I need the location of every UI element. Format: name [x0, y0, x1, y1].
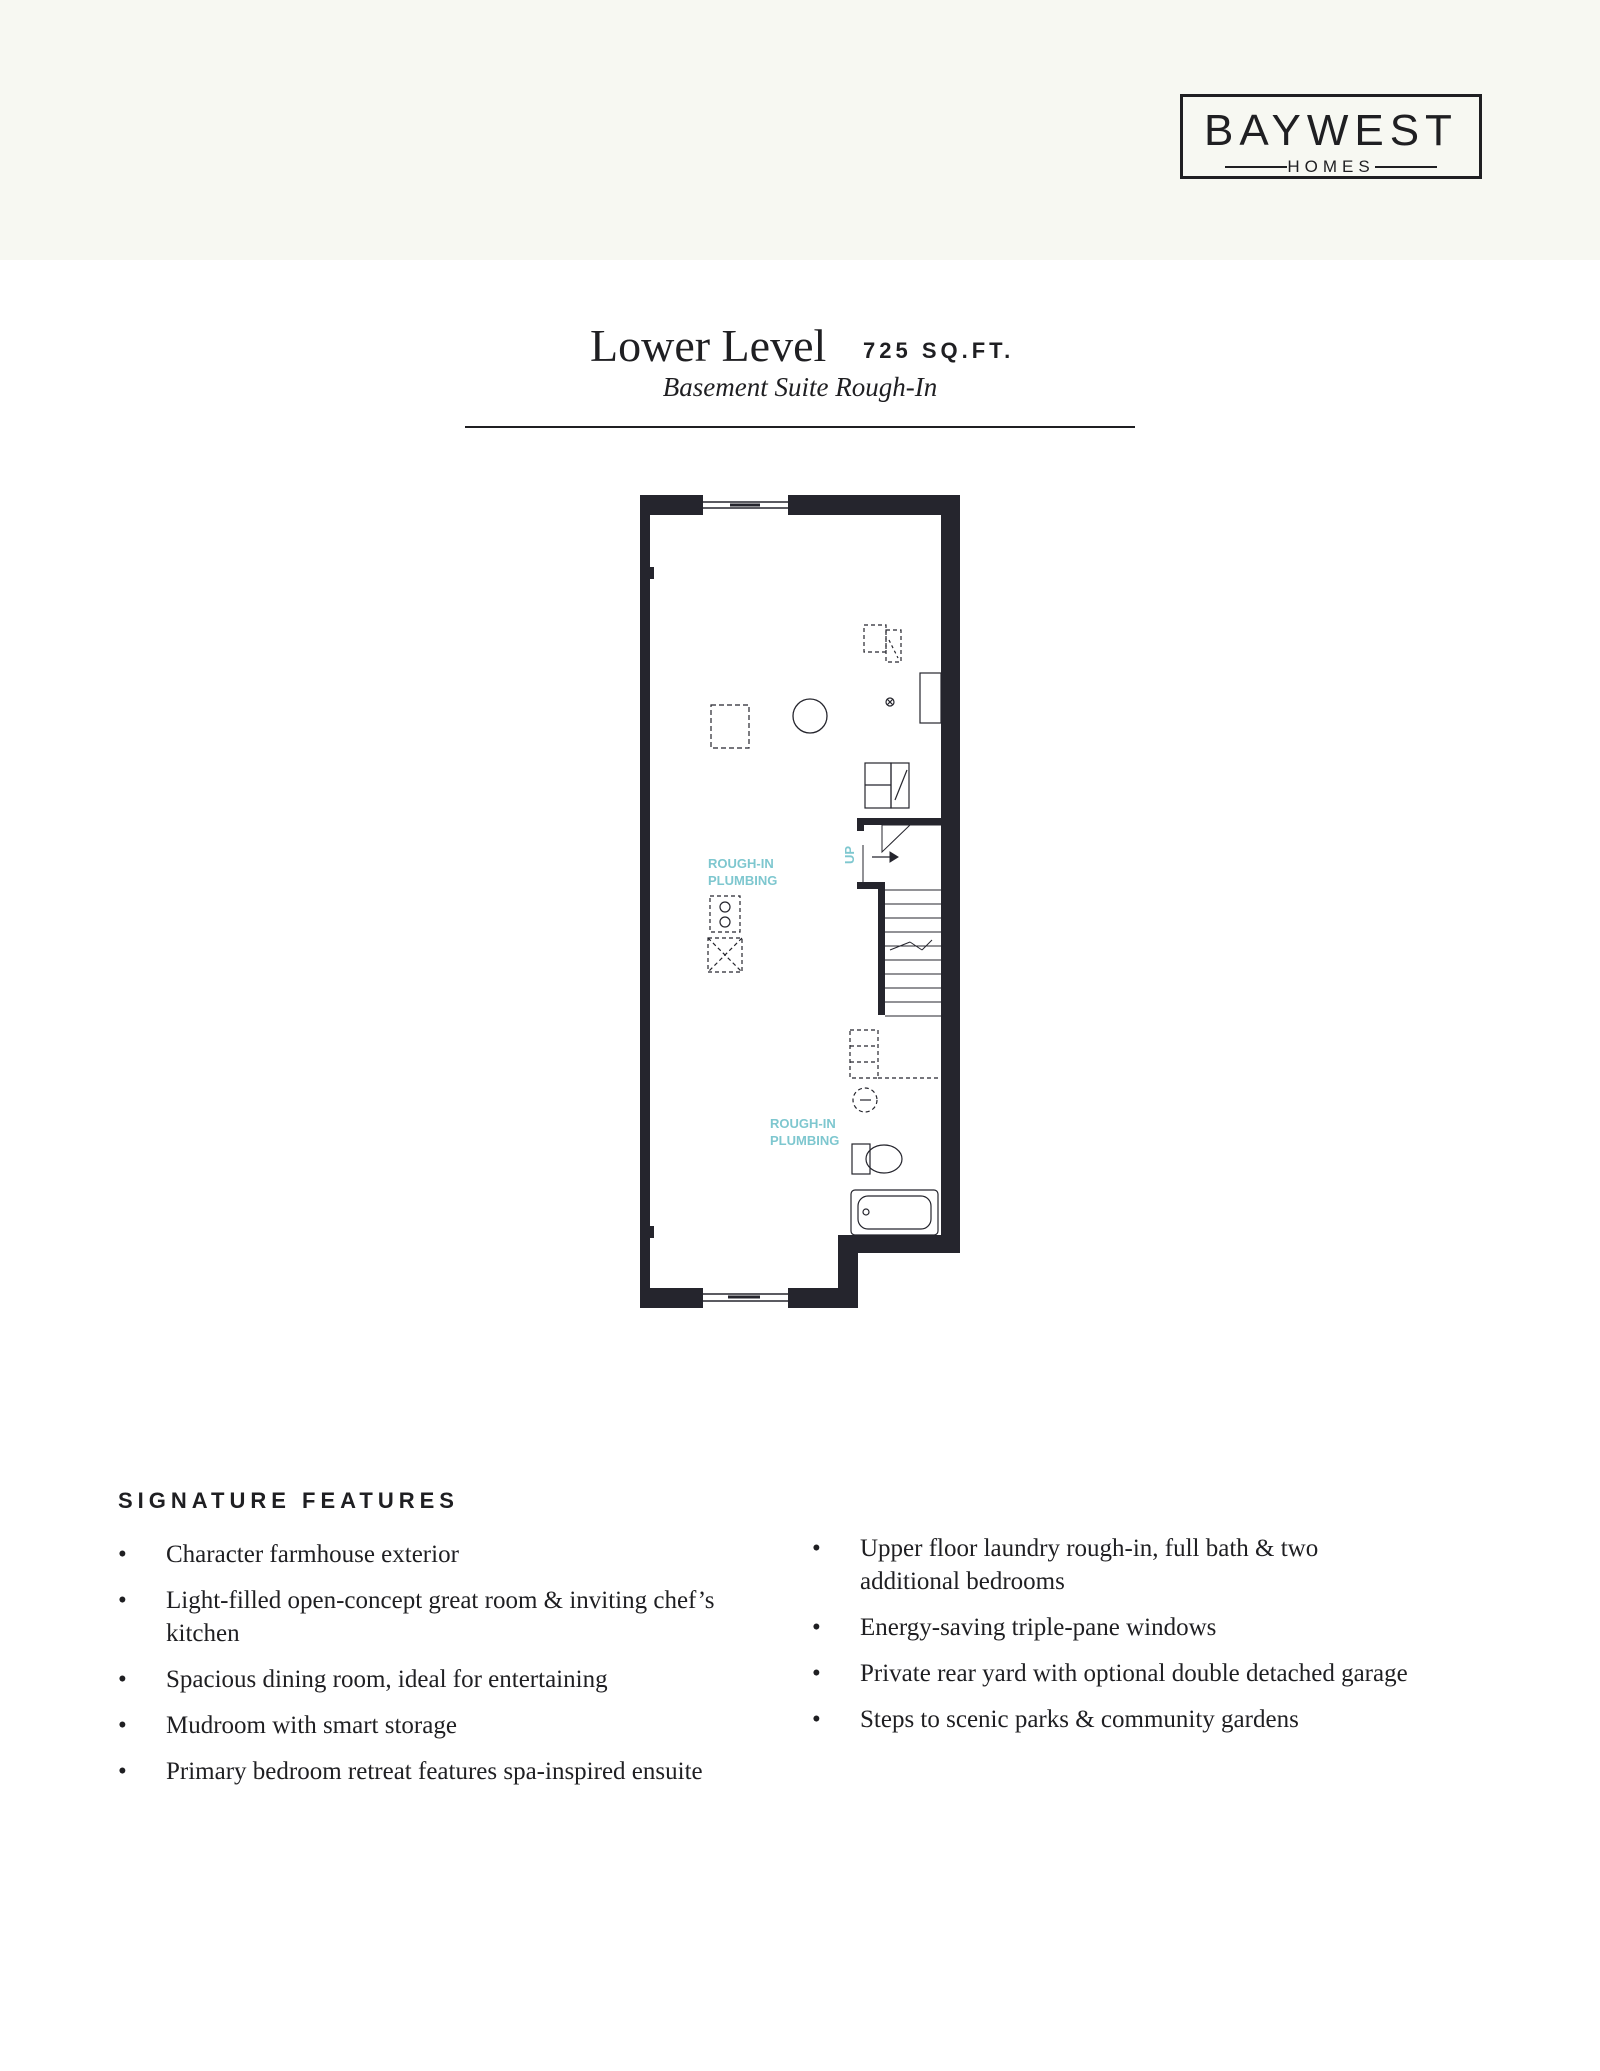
feature-item	[118, 1538, 798, 1571]
logo-tagline: HOMES	[1287, 157, 1375, 176]
feature-text: Energy-saving triple-pane windows	[860, 1614, 1217, 1641]
feature-text: Spacious dining room, ideal for entertaining	[166, 1666, 608, 1693]
plan-subtitle: Basement Suite Rough-In	[662, 372, 938, 402]
features-list-left	[118, 1538, 798, 1801]
rough-in-label-2b: PLUMBING	[770, 1133, 840, 1148]
bullet-icon: •	[118, 1541, 127, 1568]
bath-fixtures	[850, 1030, 941, 1235]
stair-up-label: UP	[842, 845, 857, 864]
bullet-icon: •	[812, 1535, 821, 1562]
feature-text: Mudroom with smart storage	[166, 1712, 457, 1739]
area-label: 725 SQ.FT.	[863, 338, 1015, 363]
stair-walls	[857, 818, 941, 1015]
bullet-icon: •	[118, 1666, 127, 1693]
baywest-logo	[1180, 94, 1482, 179]
rough-in-label-2a: ROUGH-IN	[770, 1116, 836, 1131]
feature-item	[118, 1709, 798, 1742]
logo-rule-right	[1375, 166, 1437, 168]
logo-wordmark: BAYWEST	[1204, 106, 1458, 155]
floor-plan	[620, 480, 980, 1320]
dashed-post	[711, 705, 749, 748]
feature-text: Upper floor laundry rough-in, full bath & two additional bedrooms	[860, 1535, 1319, 1595]
title-divider	[465, 426, 1135, 428]
bullet-icon: •	[118, 1758, 127, 1785]
feature-item	[118, 1584, 798, 1650]
wall-jog-left-top	[650, 567, 654, 579]
features-list-right	[812, 1532, 1512, 1749]
feature-text: Steps to scenic parks & community gardens	[860, 1706, 1299, 1733]
exterior-walls	[640, 495, 960, 1308]
feature-item	[812, 1532, 1512, 1598]
feature-text: Primary bedroom retreat features spa-inspired ensuite	[166, 1758, 703, 1785]
bullet-icon: •	[118, 1587, 127, 1614]
fixture-group-upper	[864, 625, 941, 808]
features-heading: SIGNATURE FEATURES	[118, 1488, 459, 1513]
column-round	[793, 699, 827, 733]
feature-item	[118, 1663, 798, 1696]
logo-sub-row	[1183, 159, 1479, 175]
rough-in-fixture-left	[708, 896, 742, 972]
window-top	[703, 495, 788, 515]
feature-item	[118, 1755, 798, 1788]
window-bottom	[703, 1288, 788, 1308]
bullet-icon: •	[812, 1614, 821, 1641]
feature-text: Character farmhouse exterior	[166, 1541, 459, 1568]
feature-item	[812, 1611, 1512, 1644]
feature-text: Private rear yard with optional double detached garage	[860, 1660, 1408, 1687]
rough-in-label-1b: PLUMBING	[708, 873, 778, 888]
bullet-icon: •	[118, 1712, 127, 1739]
feature-item	[812, 1703, 1512, 1736]
level-title: Lower Level	[590, 320, 827, 371]
stair-treads	[863, 825, 941, 1016]
wall-jog-left-bottom	[650, 1226, 654, 1238]
bullet-icon: •	[812, 1706, 821, 1733]
feature-text: Light-filled open-concept great room & inviting chef’s kitchen	[166, 1587, 715, 1647]
feature-item	[812, 1657, 1512, 1690]
rough-in-label-1a: ROUGH-IN	[708, 856, 774, 871]
bullet-icon: •	[812, 1660, 821, 1687]
